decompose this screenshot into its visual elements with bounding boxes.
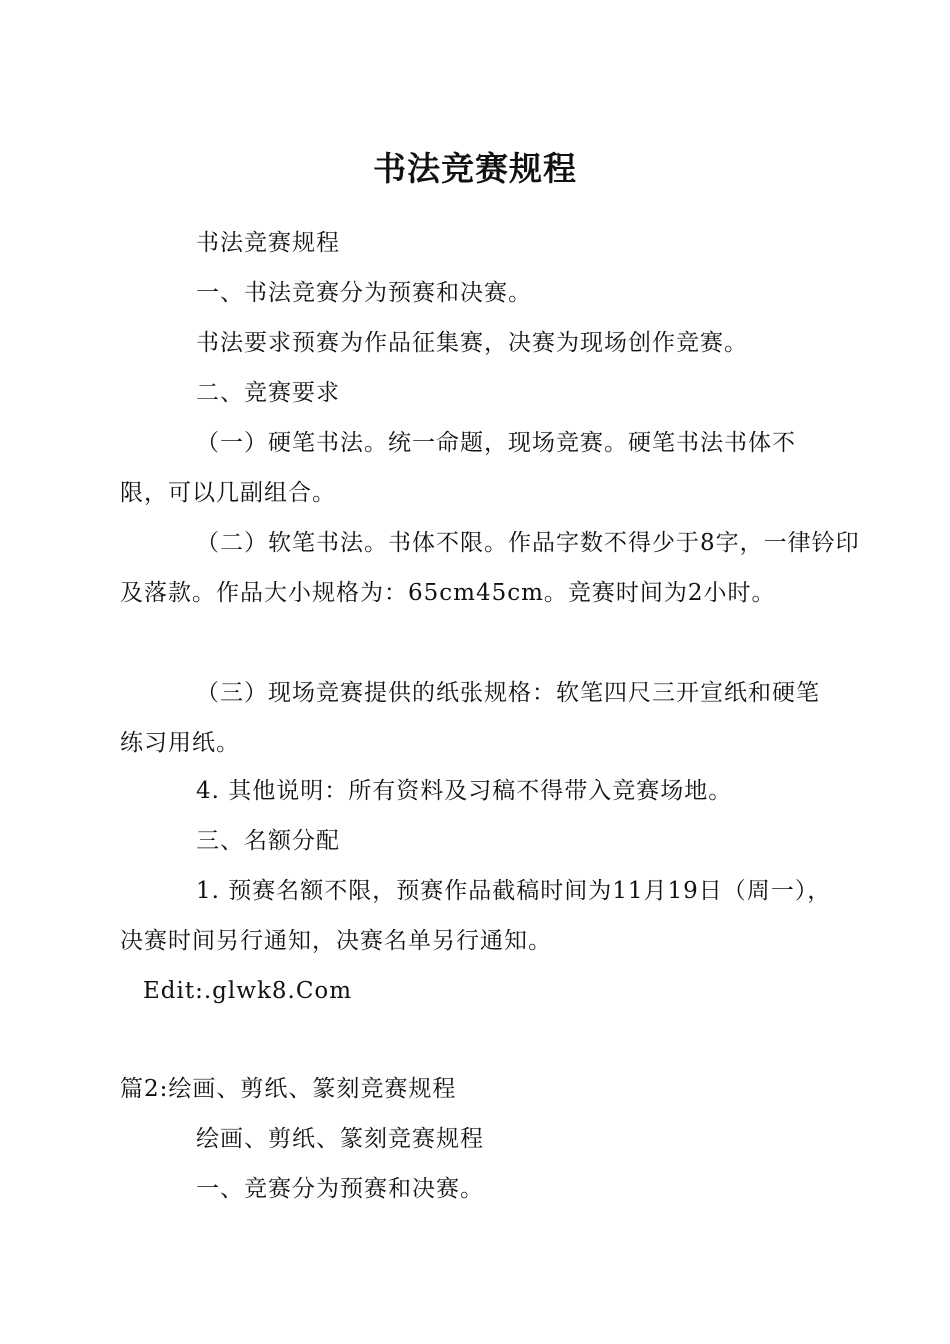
paragraph-other-notes: 4. 其他说明：所有资料及习稿不得带入竞赛场地。 xyxy=(196,778,733,804)
paragraph-section-2: 二、竞赛要求 xyxy=(196,380,340,406)
paragraph-hard-pen: （一）硬笔书法。统一命题，现场竞赛。硬笔书法书体不限，可以几副组合。 xyxy=(120,430,796,506)
paragraph-quota: 1. 预赛名额不限，预赛作品截稿时间为11月19日（周一），决赛时间另行通知，决赛名单另行通知。 xyxy=(120,878,832,954)
paragraph-chapter-2: 篇2:绘画、剪纸、篆刻竞赛规程 xyxy=(120,1076,457,1102)
paragraph-chapter-2-section-1: 一、竞赛分为预赛和决赛。 xyxy=(196,1176,484,1202)
paragraph-edit-source: Edit:.glwk8.Com xyxy=(143,978,353,1004)
paragraph-section-3: 三、名额分配 xyxy=(196,828,340,854)
paragraph-soft-brush: （二）软笔书法。书体不限。作品字数不得少于8字，一律钤印及落款。作品大小规格为：65cm45cm。竞赛时间为2小时。 xyxy=(120,530,860,606)
paragraph-section-1: 一、书法竞赛分为预赛和决赛。 xyxy=(196,280,532,306)
document-title: 书法竞赛规程 xyxy=(373,149,577,188)
paragraph-requirement: 书法要求预赛为作品征集赛，决赛为现场创作竞赛。 xyxy=(196,330,748,356)
paragraph-paper-spec: （三）现场竞赛提供的纸张规格：软笔四尺三开宣纸和硬笔练习用纸。 xyxy=(120,680,820,756)
paragraph-heading: 书法竞赛规程 xyxy=(196,230,340,256)
paragraph-chapter-2-heading: 绘画、剪纸、篆刻竞赛规程 xyxy=(196,1126,484,1152)
